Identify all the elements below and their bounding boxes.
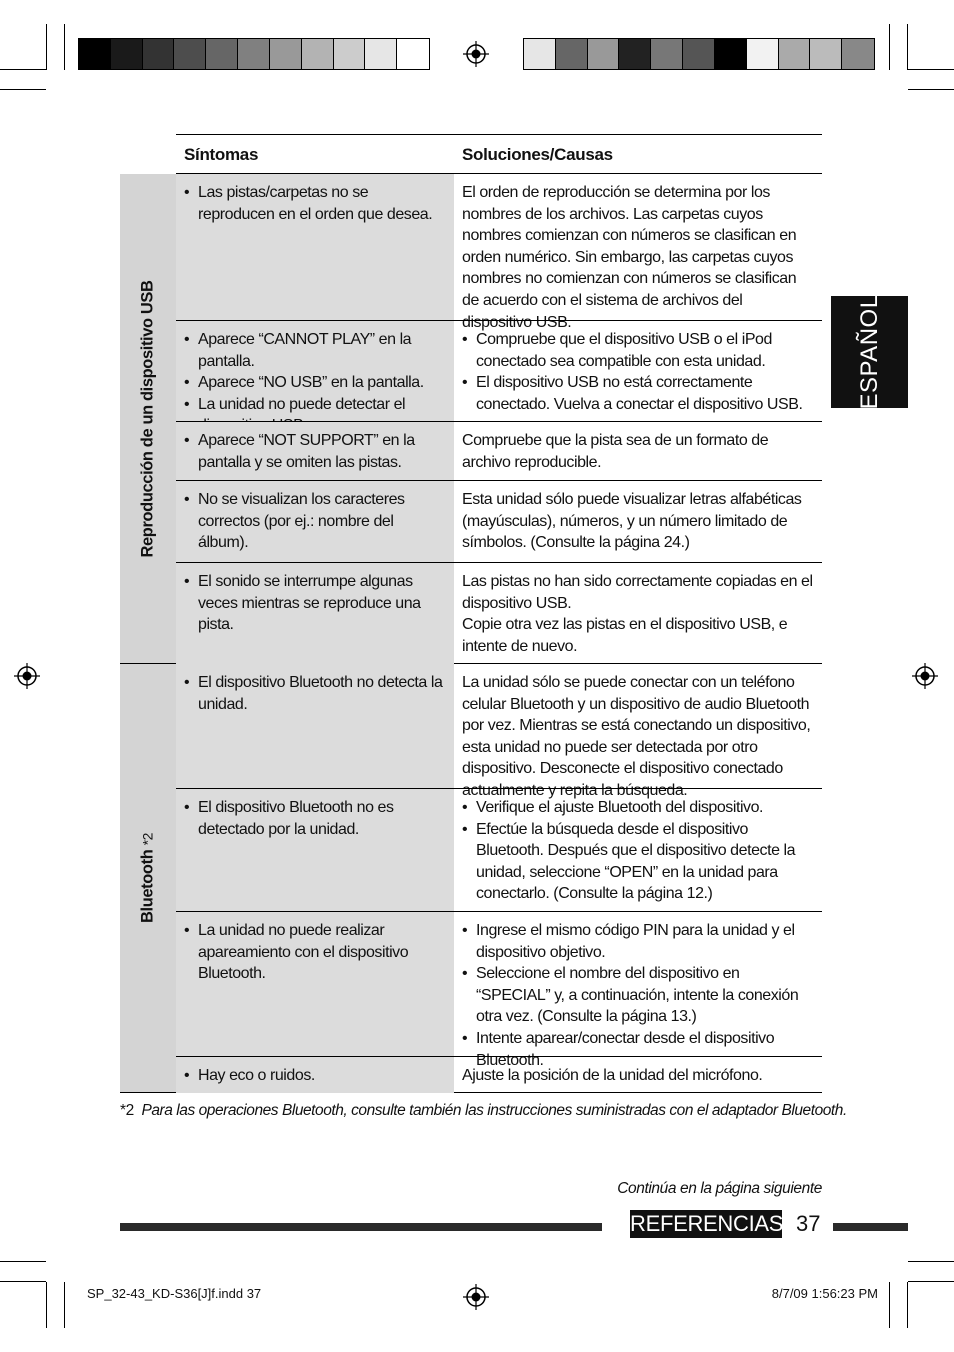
color-swatch	[270, 39, 302, 69]
solution-text: Compruebe que la pista sea de un formato de archivo reproducible.	[462, 432, 769, 471]
registration-mark-icon	[912, 663, 938, 689]
footer-rule	[120, 1223, 602, 1231]
crop-mark	[889, 1282, 890, 1328]
footnote-text: Para las operaciones Bluetooth, consulte también las instrucciones suministradas con el adaptador Bluetooth.	[141, 1102, 847, 1119]
registration-mark-icon	[463, 1284, 489, 1310]
crop-mark	[908, 1281, 954, 1282]
group-label-usb: Reproducción de un dispositivo USB	[120, 174, 176, 663]
solution-item: • Efectúe la búsqueda desde el dispositivo Bluetooth. Después que el dispositivo detecte la unidad, seleccione “OPEN” en la unidad para conectarlo. (Consulte la página 12.)	[462, 819, 816, 905]
crop-mark	[907, 1282, 908, 1328]
solution-item: • Verifique el ajuste Bluetooth del dispositivo.	[462, 797, 816, 819]
crop-mark	[0, 69, 46, 70]
color-swatch	[779, 39, 811, 69]
crop-mark	[0, 89, 46, 90]
solution-item: • Seleccione el nombre del dispositivo en “SPECIAL” y, a continuación, intente la conexión otra vez. (Consulte la página 13.)	[462, 963, 816, 1028]
crop-mark	[908, 89, 954, 90]
solution-item: • Compruebe que el dispositivo USB o el iPod conectado sea compatible con esta unidad.	[462, 329, 816, 372]
color-swatch	[334, 39, 366, 69]
table-row	[176, 480, 822, 562]
group-label-bluetooth: Bluetooth *2	[120, 664, 176, 1092]
section-label: REFERENCIAS	[630, 1211, 784, 1236]
table-row	[176, 174, 822, 331]
footer-rule	[833, 1223, 908, 1231]
crop-mark	[889, 24, 890, 70]
slug-file: SP_32-43_KD-S36[J]f.indd 37	[87, 1286, 262, 1301]
color-swatch	[143, 39, 175, 69]
symptom-item: • La unidad no puede detectar el	[184, 394, 444, 437]
symptom-item: • Las pistas/carpetas no se reproducen en el orden que desea.	[184, 182, 444, 225]
color-swatch	[683, 39, 715, 69]
color-swatch	[588, 39, 620, 69]
table-row	[176, 320, 822, 421]
color-swatch	[365, 39, 397, 69]
table-row	[176, 664, 822, 799]
solution-text: Ajuste la posición de la unidad del micrófono.	[462, 1067, 763, 1084]
continue-note: Continúa en la página siguiente	[617, 1180, 822, 1197]
symptom-item: • El sonido se interrumpe algunas veces mientras se reproduce una pista.	[184, 571, 444, 636]
solution-item: • El dispositivo USB no está correctamente conectado. Vuelva a conectar el dispositivo USB.	[462, 372, 816, 415]
crop-mark	[46, 1282, 47, 1328]
color-swatch	[111, 39, 143, 69]
color-bar-right	[523, 38, 875, 70]
symptom-item: • Aparece “NOT SUPPORT” en la pantalla y se omiten las pistas.	[184, 430, 444, 473]
crop-mark	[0, 1281, 46, 1282]
color-swatch	[397, 39, 429, 69]
slug-date: 8/7/09 1:56:23 PM	[771, 1286, 878, 1301]
solution-text: El orden de reproducción se determina por los nombres de los archivos. Las carpetas cuyos nombres comienzan con números se clasifican en orden numérico. Sin embargo, las carpetas cuyos nombres no comienzan con números se clasifican de acuerdo con el sistema de archivos del dispositivo USB.	[462, 184, 797, 331]
color-swatch	[174, 39, 206, 69]
table-row	[176, 788, 822, 911]
color-swatch	[79, 39, 111, 69]
crop-mark	[908, 1261, 954, 1262]
symptom-item: • Aparece “CANNOT PLAY” en la pantalla.	[184, 329, 444, 372]
color-swatch	[302, 39, 334, 69]
registration-mark-icon	[463, 41, 489, 67]
crop-mark	[46, 24, 47, 70]
color-swatch	[651, 39, 683, 69]
solution-text: Esta unidad sólo puede visualizar letras alfabéticas (mayúsculas), números, y un número limitado de símbolos. (Consulte la página 24.)	[462, 491, 802, 552]
table-row	[176, 421, 822, 480]
color-swatch	[556, 39, 588, 69]
registration-mark-icon	[14, 663, 40, 689]
color-swatch	[715, 39, 747, 69]
solution-item: • Ingrese el mismo código PIN para la unidad y el dispositivo objetivo.	[462, 920, 816, 963]
symptom-item: • El dispositivo Bluetooth no es detectado por la unidad.	[184, 797, 444, 840]
color-swatch	[810, 39, 842, 69]
color-swatch	[524, 39, 556, 69]
symptom-item: • La unidad no puede realizar apareamiento con el dispositivo Bluetooth.	[184, 920, 444, 985]
crop-mark	[0, 1261, 46, 1262]
header-solutions: Soluciones/Causas	[462, 145, 613, 164]
solution-item: • Intente aparear/conectar desde el dispositivo Bluetooth.	[462, 1028, 816, 1071]
language-tab	[831, 296, 908, 408]
color-swatch	[238, 39, 270, 69]
crop-mark	[64, 1282, 65, 1328]
symptom-item: • El dispositivo Bluetooth no detecta la unidad.	[184, 672, 444, 715]
symptom-item: • Aparece “NO USB” en la pantalla.	[184, 372, 444, 394]
footnote	[120, 1102, 847, 1120]
color-swatch	[842, 39, 874, 69]
group-usb	[120, 174, 822, 664]
page-number: 37	[796, 1211, 821, 1236]
solution-text: La unidad sólo se puede conectar con un teléfono celular Bluetooth y un dispositivo de audio Bluetooth por vez. Mientras se está conectando un dispositivo, esta unidad no puede ser detectada por otro dispositivo. Desconecte el dispositivo conectado actualmente y repita la búsqueda.	[462, 674, 811, 799]
table-row	[176, 911, 822, 1069]
group-bluetooth	[120, 664, 822, 1093]
header-symptoms: Síntomas	[184, 145, 259, 164]
language-tab-label: ESPAÑOL	[855, 294, 883, 410]
symptom-item: • No se visualizan los caracteres correctos (por ej.: nombre del álbum).	[184, 489, 444, 554]
crop-mark	[908, 69, 954, 70]
crop-mark	[64, 24, 65, 70]
crop-mark	[907, 24, 908, 70]
table-header	[176, 134, 822, 174]
symptom-item: • Hay eco o ruidos.	[184, 1065, 444, 1087]
table-row	[176, 562, 822, 664]
footnote-mark: *2	[120, 1102, 134, 1119]
color-swatch	[619, 39, 651, 69]
color-swatch	[747, 39, 779, 69]
color-swatch	[206, 39, 238, 69]
solution-text: Las pistas no han sido correctamente copiadas en el dispositivo USB. Copie otra vez las pistas en el dispositivo USB, e intente de nuevo.	[462, 573, 813, 655]
color-bar-left	[78, 38, 430, 70]
table-row	[176, 1056, 822, 1093]
